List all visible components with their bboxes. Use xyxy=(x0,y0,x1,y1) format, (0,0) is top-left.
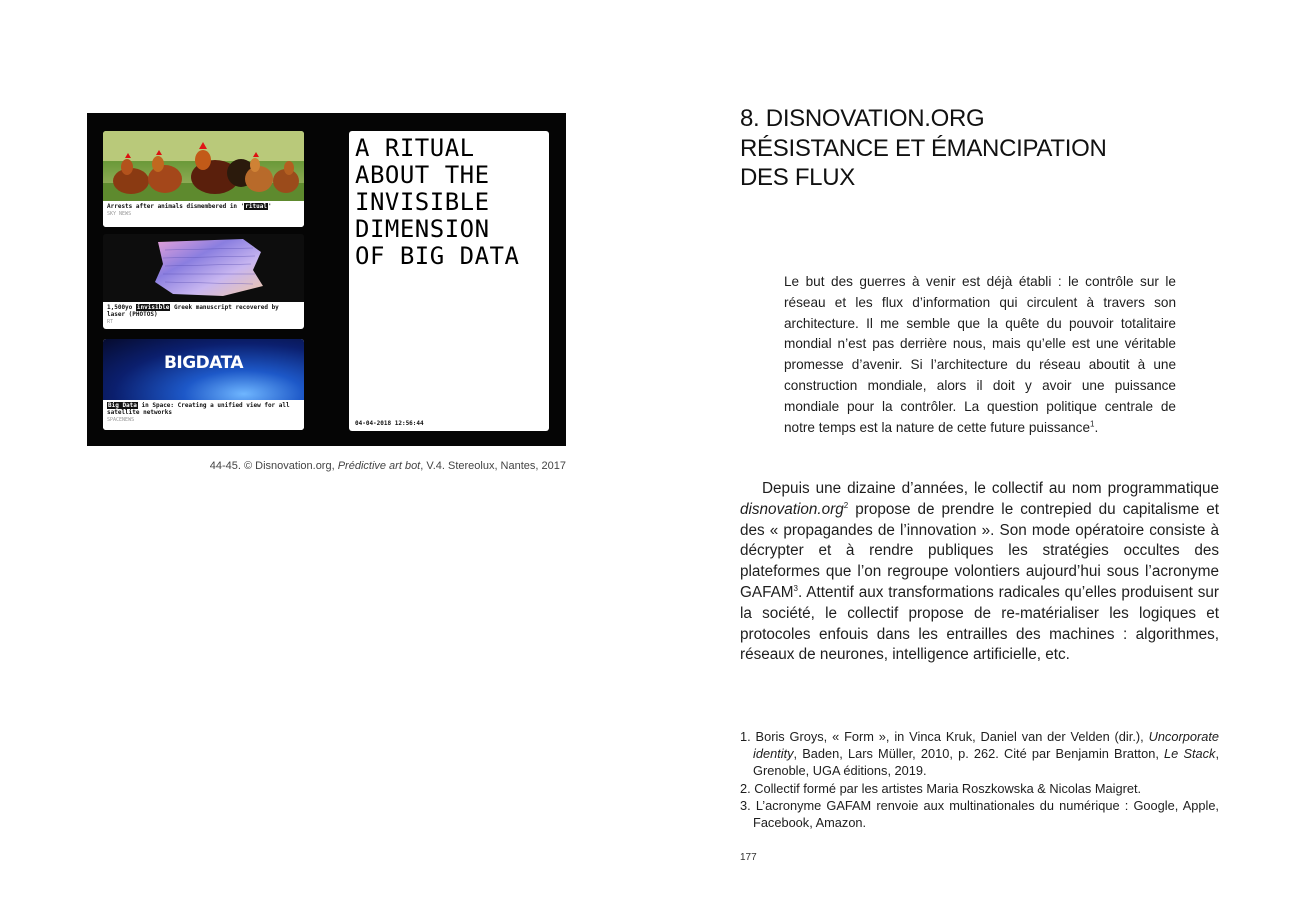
roosters-image xyxy=(103,131,304,201)
news-source: SKY NEWS xyxy=(107,211,132,217)
left-page xyxy=(0,0,652,913)
footnotes xyxy=(740,728,1219,831)
footnote-1: 1. Boris Groys, « Form », in Vinca Kruk, Daniel van der Velden (dir.), Uncorporate identity, Baden, Lars Müller, 2010, p. 262. Cité par Benjamin Bratton, Le Stack, Grenoble, UGA éditions, 2019. xyxy=(740,729,1220,779)
right-page xyxy=(652,0,1305,913)
news-caption xyxy=(103,302,304,329)
epigraph-quote: Le but des guerres à venir est déjà établi : le contrôle sur le réseau et les flux d’information qui circulent à travers son architecture. Il me semble que la quête du pouvoir totalitaire mondial n’est pas derrière nous, mais qu’elle est une véritable promesse d’avenir. Si l’architecture du réseau aboutit à une construction mondiale, alors il doit y avoir une puissance mondiale pour la contrôler. La question politique centrale de notre temps est la nature de cette future puissance$^1$. xyxy=(784,274,1176,435)
footnote-2: 2. Collectif formé par les artistes Maria Roszkowska & Nicolas Maigret. xyxy=(740,780,1142,796)
timestamp: 04-04-2018 12:56:44 xyxy=(355,420,424,427)
news-source: SPACENEWS xyxy=(107,417,135,423)
footnote-ref: 3 xyxy=(793,583,798,593)
news-card-ritual xyxy=(103,131,304,227)
footnote-3: 3. L’acronyme GAFAM renvoie aux multinationales du numérique : Google, Apple, Facebook, Amazon. xyxy=(740,797,1219,831)
news-headline: Big Data in Space: Creating a unified view for all satellite networks xyxy=(107,402,290,416)
ritual-title-card xyxy=(349,131,549,431)
body-paragraph: Depuis une dizaine d’années, le collectif au nom programmatique disnovation.org$^2$ propose de prendre le contrepied du capitalisme et des « propagandes de l’innovation ». Son mode opératoire consiste à décrypter et à rendre publiques les stratégies occultes des plateformes que l’on regroupe volontiers aujourd’hui sous l’acronyme GAFAM$^3$. Attentif aux transformations radicales qu’elles produisent sur la société, le collectif propose de re-matérialiser les logiques et protocoles enfouis dans les entrailles des machines : algorithmes, réseaux de neurones, intelligence artificielle, etc. xyxy=(740,480,1219,664)
manuscript-illustration xyxy=(103,234,304,302)
bigdata-image xyxy=(103,339,304,400)
news-headline: Arrests after animals dismembered in 'ritual' xyxy=(107,203,272,210)
figure-caption: 44-45. © Disnovation.org, Prédictive art bot, V.4. Stereolux, Nantes, 2017 xyxy=(209,460,566,472)
footnote-ref: 2 xyxy=(843,500,849,510)
manuscript-image xyxy=(103,234,304,302)
page-number: 177 xyxy=(740,852,757,863)
news-caption xyxy=(103,201,304,227)
artwork-figure xyxy=(87,113,566,446)
news-headline: 1,500yo invisible Greek manuscript recovered by laser (PHOTOS) xyxy=(107,304,279,318)
news-source: RT xyxy=(107,319,114,325)
news-caption xyxy=(103,400,304,430)
footnote-ref: 1 xyxy=(1090,419,1095,429)
news-card-manuscript xyxy=(103,234,304,329)
ritual-title: A RITUAL ABOUT THE INVISIBLE DIMENSION OF BIG DATA xyxy=(355,134,520,270)
roosters-illustration xyxy=(103,131,304,201)
chapter-title: 8. DISNOVATION.ORG RÉSISTANCE ET ÉMANCIPATION DES FLUX xyxy=(740,105,1107,192)
news-card-bigdata xyxy=(103,339,304,430)
bigdata-logo: BIGDATA xyxy=(163,353,244,373)
